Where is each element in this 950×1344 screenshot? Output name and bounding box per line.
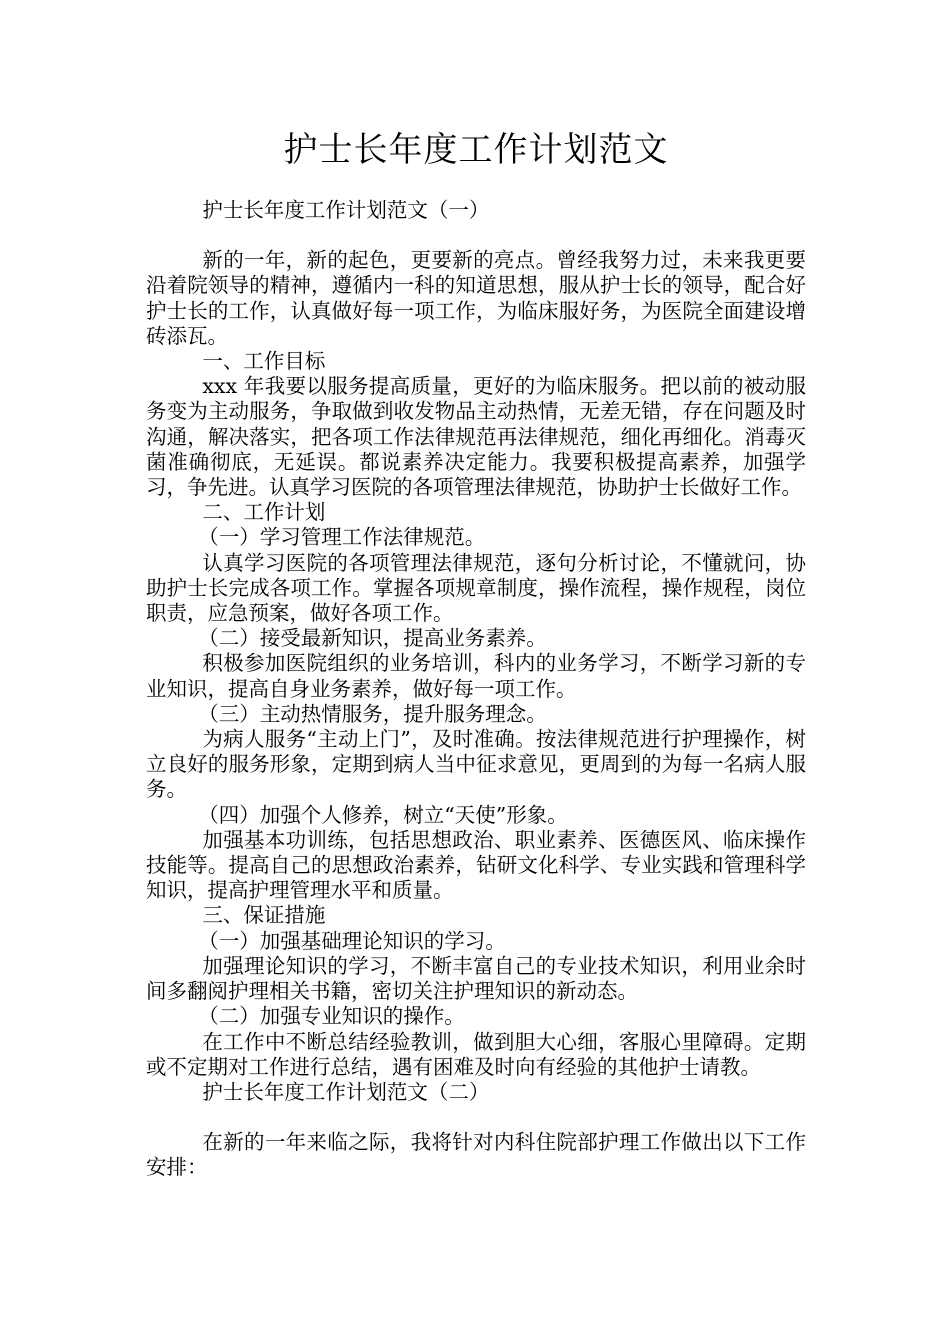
paragraph-plan-4: 加强基本功训练，包括思想政治、职业素养、医德医风、临床操作技能等。提高自己的思想政治素养，钻研文化科学、专业实践和管理科学知识，提高护理管理水平和质量。 bbox=[146, 827, 806, 903]
paragraph-section2-intro: 在新的一年来临之际，我将针对内科住院部护理工作做出以下工作安排： bbox=[146, 1130, 806, 1180]
subheading-plan-2: （二）接受最新知识，提高业务素养。 bbox=[198, 626, 547, 651]
heading-work-goals: 一、工作目标 bbox=[202, 349, 326, 374]
intro-paragraph: 新的一年，新的起色，更要新的亮点。曾经我努力过，未来我更要沿着院领导的精神，遵循内一科的知道思想，服从护士长的领导，配合好护士长的工作，认真做好每一项工作，为临床服好务，为医院全面建设增砖添瓦。 bbox=[146, 248, 806, 348]
document-title: 护士长年度工作计划范文 bbox=[283, 130, 669, 170]
subheading-plan-1: （一）学习管理工作法律规范。 bbox=[198, 525, 486, 550]
section-heading-1: 护士长年度工作计划范文（一） bbox=[202, 198, 490, 222]
section-heading-2: 护士长年度工作计划范文（二） bbox=[202, 1079, 490, 1104]
paragraph-plan-1: 认真学习医院的各项管理法律规范，逐句分析讨论，不懂就问，协助护士长完成各项工作。掌握各项规章制度，操作流程，操作规程，岗位职责，应急预案，做好各项工作。 bbox=[146, 550, 806, 626]
subheading-measures-2: （二）加强专业知识的操作。 bbox=[198, 1004, 465, 1029]
paragraph-work-goals: xxx 年我要以服务提高质量，更好的为临床服务。把以前的被动服务变为主动服务，争取做到收发物品主动热情，无差无错，存在问题及时沟通，解决落实，把各项工作法律规范再法律规范，细化再细化。消毒灭菌准确彻底，无延误。都说素养决定能力。我要积极提高素养，加强学习，争先进。认真学习医院的各项管理法律规范，协助护士长做好工作。 bbox=[146, 374, 806, 500]
paragraph-measures-1: 加强理论知识的学习，不断丰富自己的专业技术知识，利用业余时间多翻阅护理相关书籍，密切关注护理知识的新动态。 bbox=[146, 953, 806, 1004]
paragraph-plan-2: 积极参加医院组织的业务培训，科内的业务学习，不断学习新的专业知识，提高自身业务素养，做好每一项工作。 bbox=[146, 651, 806, 701]
subheading-plan-3: （三）主动热情服务，提升服务理念。 bbox=[198, 701, 547, 726]
paragraph-measures-2: 在工作中不断总结经验教训，做到胆大心细，客服心里障碍。定期或不定期对工作进行总结，遇有困难及时向有经验的其他护士请教。 bbox=[146, 1029, 806, 1079]
heading-work-plan: 二、工作计划 bbox=[202, 500, 326, 525]
subheading-measures-1: （一）加强基础理论知识的学习。 bbox=[198, 928, 506, 953]
document-page bbox=[146, 120, 806, 1181]
heading-measures: 三、保证措施 bbox=[202, 903, 326, 928]
subheading-plan-4: （四）加强个人修养，树立“天使”形象。 bbox=[198, 802, 568, 827]
paragraph-plan-3: 为病人服务“主动上门”，及时准确。按法律规范进行护理操作，树立良好的服务形象，定期到病人当中征求意见，更周到的为每一名病人服务。 bbox=[146, 727, 806, 802]
